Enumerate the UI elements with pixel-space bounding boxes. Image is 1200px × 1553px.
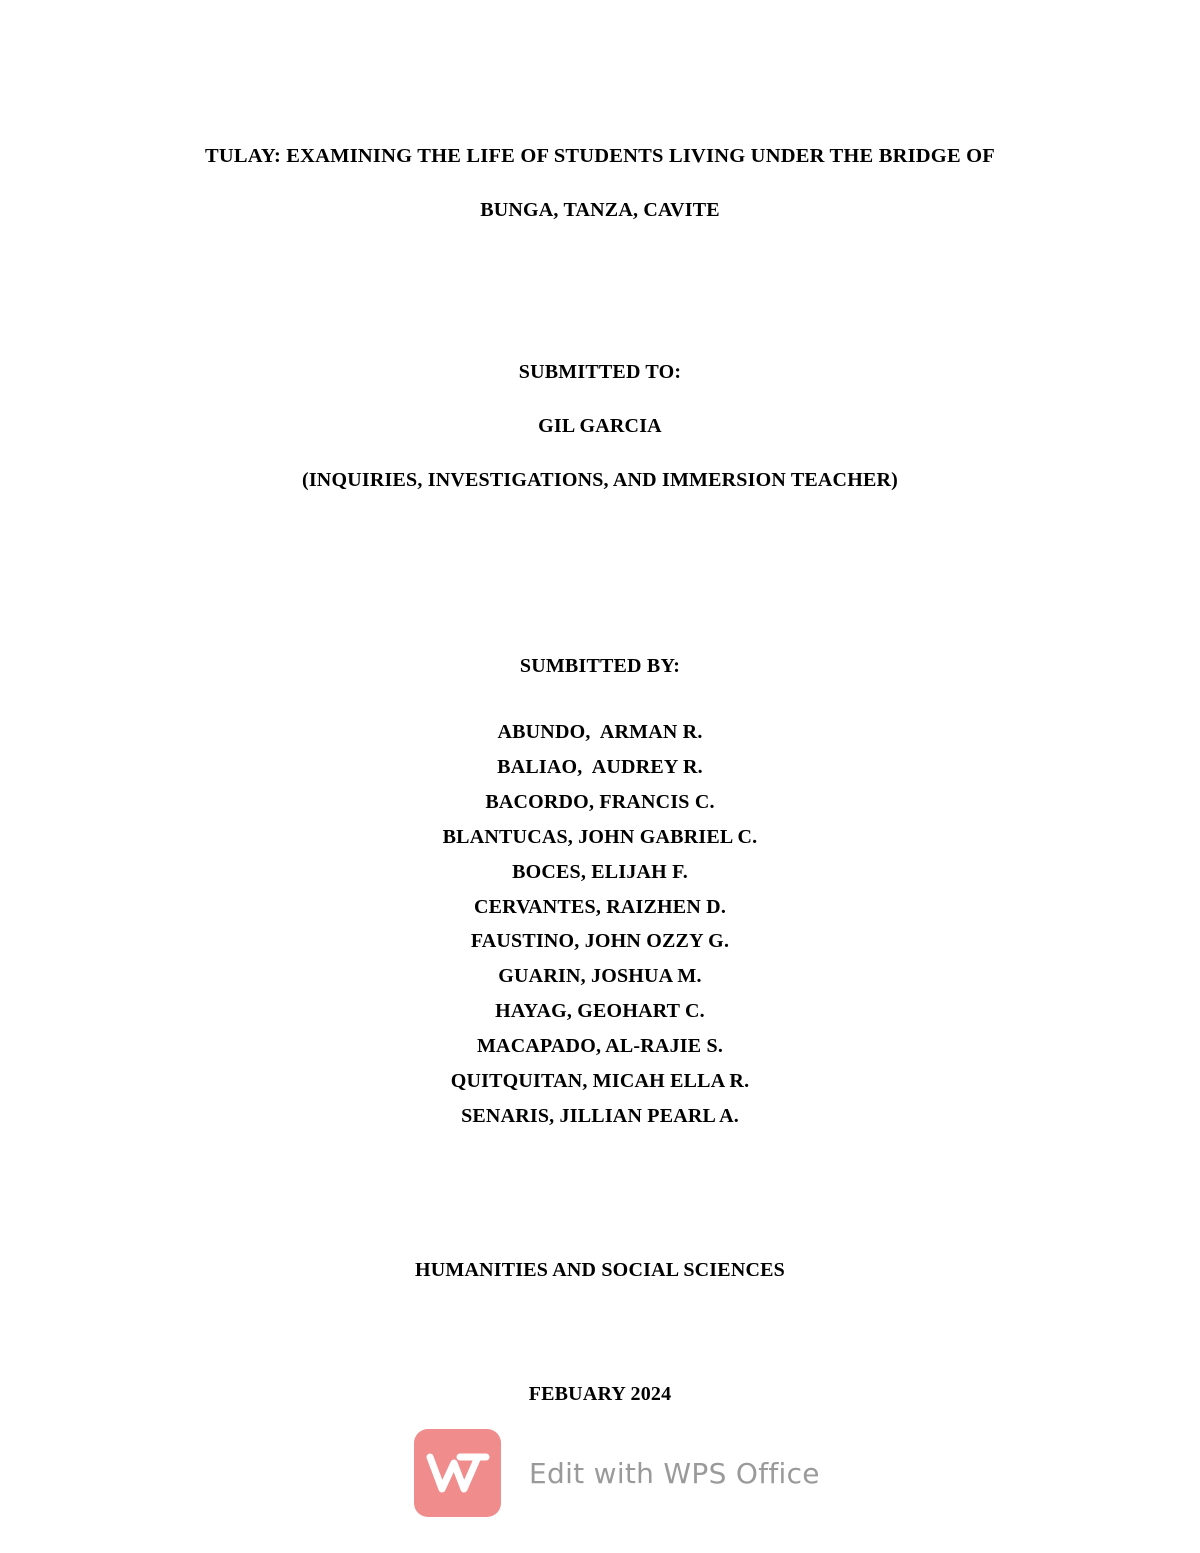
author-name: FAUSTINO, JOHN OZZY G. <box>470 930 730 953</box>
submission-date: FEBUARY 2024 <box>528 1383 672 1405</box>
title-line-1: TULAY: EXAMINING THE LIFE OF STUDENTS LIVING UNDER THE BRIDGE OF <box>204 145 996 167</box>
author-name: BOCES, ELIJAH F. <box>512 860 688 883</box>
wps-office-logo-icon <box>414 1429 501 1517</box>
title-line-2: BUNGA, TANZA, CAVITE <box>480 199 720 221</box>
wps-edit-badge[interactable] <box>414 1429 820 1517</box>
author-name: SENARIS, JILLIAN PEARL A. <box>461 1104 739 1127</box>
author-name: BLANTUCAS, JOHN GABRIEL C. <box>442 825 758 848</box>
teacher-name: GIL GARCIA <box>538 415 662 437</box>
author-name: CERVANTES, RAIZHEN D. <box>473 895 727 918</box>
submitted-by-label: SUMBITTED BY: <box>519 655 681 677</box>
wps-edit-label: Edit with WPS Office <box>529 1456 820 1490</box>
author-name: HAYAG, GEOHART C. <box>495 1000 705 1023</box>
author-name: QUITQUITAN, MICAH ELLA R. <box>450 1070 750 1093</box>
author-list <box>0 715 1200 1134</box>
teacher-role: (INQUIRIES, INVESTIGATIONS, AND IMMERSION TEACHER) <box>301 469 899 491</box>
author-name: MACAPADO, AL-RAJIE S. <box>476 1035 724 1058</box>
author-name: BALIAO, AUDREY R. <box>497 755 703 778</box>
author-name: ABUNDO, ARMAN R. <box>497 721 703 743</box>
submitted-to-label: SUBMITTED TO: <box>518 361 682 383</box>
academic-strand: HUMANITIES AND SOCIAL SCIENCES <box>415 1259 785 1281</box>
author-name: GUARIN, JOSHUA M. <box>498 965 702 988</box>
author-name: BACORDO, FRANCIS C. <box>485 790 715 813</box>
